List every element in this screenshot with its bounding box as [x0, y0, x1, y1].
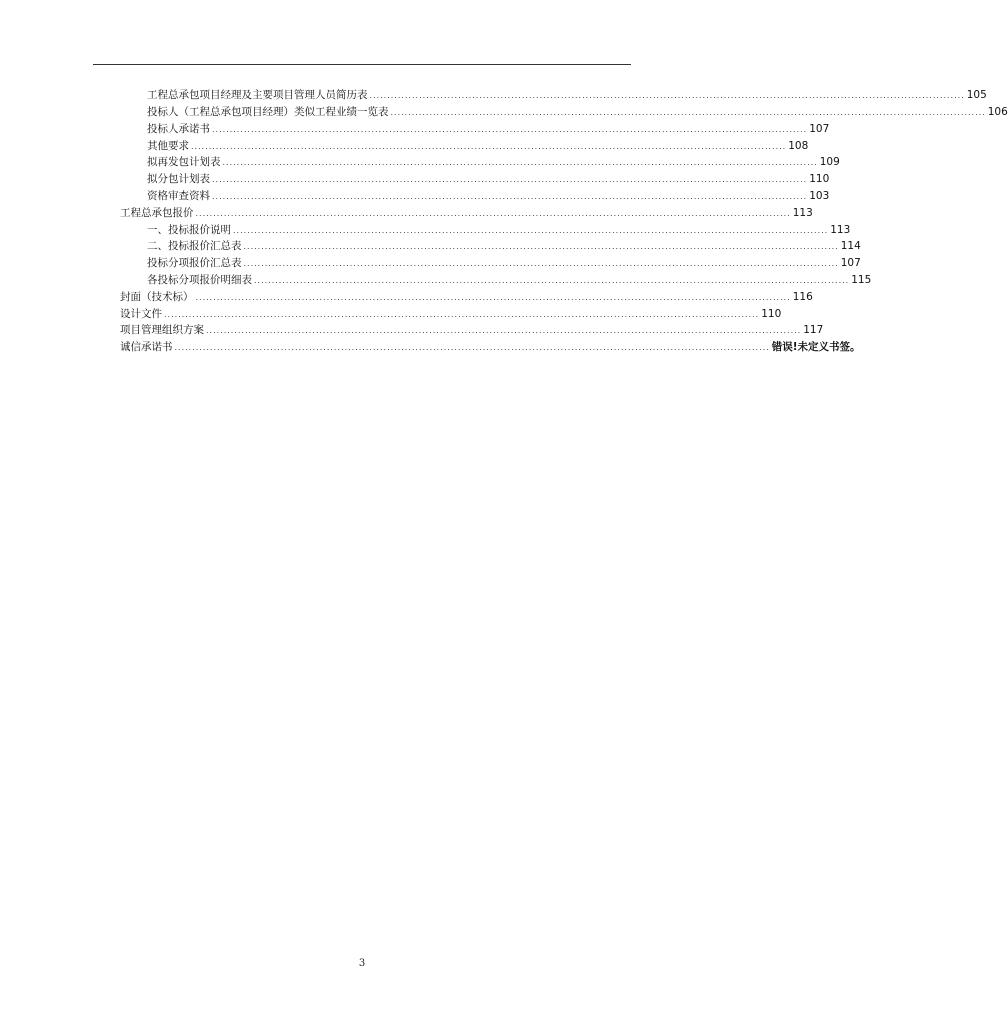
toc-entry-page: 107 [840, 257, 861, 269]
toc-entry-title: 投标人承诺书 [147, 123, 210, 135]
page-number: 3 [358, 958, 366, 969]
toc-leader: ........................................................................................................................................................................ [191, 142, 787, 151]
toc-entry[interactable] [120, 307, 782, 322]
toc-entry-page: 错误!未定义书签。 [771, 341, 861, 353]
toc-leader: ........................................................................................................................................................................ [369, 91, 965, 100]
toc-leader: ........................................................................................................................................................................ [254, 276, 850, 285]
toc-entry-page: 108 [788, 140, 809, 152]
toc-leader: ........................................................................................................................................................................ [206, 326, 802, 335]
toc-entry[interactable] [147, 122, 830, 137]
toc-entry-title: 工程总承包项目经理及主要项目管理人员简历表 [147, 89, 368, 101]
toc-entry[interactable] [147, 223, 851, 238]
toc-entry-page: 109 [819, 156, 840, 168]
toc-entry[interactable] [120, 340, 861, 355]
toc-entry-page: 116 [792, 291, 813, 303]
toc-leader: ........................................................................................................................................................................ [212, 192, 808, 201]
toc-entry-title: 二、投标报价汇总表 [147, 240, 242, 252]
toc-entry-title: 设计文件 [120, 308, 162, 320]
toc-entry[interactable] [147, 172, 830, 187]
toc-entry[interactable] [120, 290, 813, 305]
toc-entry-title: 资格审查资料 [147, 190, 210, 202]
toc-leader: ........................................................................................................................................................................ [212, 125, 808, 134]
header-rule [93, 64, 631, 65]
toc-entry-page: 114 [840, 240, 861, 252]
toc-entry-page: 103 [809, 190, 830, 202]
toc-entry-title: 拟再发包计划表 [147, 156, 221, 168]
toc-entry[interactable] [147, 88, 987, 103]
toc-entry[interactable] [147, 239, 861, 254]
toc-entry-page: 113 [792, 207, 813, 219]
toc-entry[interactable] [147, 105, 1008, 120]
toc-leader: ........................................................................................................................................................................ [195, 293, 791, 302]
toc-entry-title: 各投标分项报价明细表 [147, 274, 252, 286]
toc-entry-title: 投标分项报价汇总表 [147, 257, 242, 269]
toc-entry-page: 106 [987, 106, 1008, 118]
toc-leader: ........................................................................................................................................................................ [212, 175, 808, 184]
toc-entry-title: 封面（技术标） [120, 291, 194, 303]
toc-leader: ........................................................................................................................................................................ [243, 259, 839, 268]
toc-entry-page: 117 [803, 324, 824, 336]
toc-entry[interactable] [147, 155, 840, 170]
toc-entry-title: 其他要求 [147, 140, 189, 152]
toc-leader: ........................................................................................................................................................................ [233, 226, 829, 235]
toc-leader: ........................................................................................................................................................................ [164, 310, 760, 319]
toc-entry-page: 105 [966, 89, 987, 101]
toc-entry-title: 一、投标报价说明 [147, 224, 231, 236]
toc-leader: ........................................................................................................................................................................ [195, 209, 791, 218]
toc-entry[interactable] [147, 273, 872, 288]
toc-entry-page: 110 [809, 173, 830, 185]
toc-leader: ........................................................................................................................................................................ [243, 242, 839, 251]
toc-entry[interactable] [120, 323, 824, 338]
toc-entry-page: 107 [809, 123, 830, 135]
toc-entry[interactable] [147, 256, 861, 271]
toc-entry[interactable] [120, 206, 813, 221]
toc-entry-title: 诚信承诺书 [120, 341, 173, 353]
toc-leader: ........................................................................................................................................................................ [222, 158, 818, 167]
toc-leader: ........................................................................................................................................................................ [390, 108, 986, 117]
toc-entry-page: 113 [830, 224, 851, 236]
toc-entry[interactable] [147, 139, 809, 154]
toc-entry-title: 工程总承包报价 [120, 207, 194, 219]
toc-entry[interactable] [147, 189, 830, 204]
toc-entry-title: 投标人（工程总承包项目经理）类似工程业绩一览表 [147, 106, 389, 118]
toc-entry-page: 110 [761, 308, 782, 320]
toc-entry-title: 项目管理组织方案 [120, 324, 204, 336]
toc-leader: ........................................................................................................................................................................ [174, 343, 770, 352]
toc-entry-title: 拟分包计划表 [147, 173, 210, 185]
toc-entry-page: 115 [851, 274, 872, 286]
